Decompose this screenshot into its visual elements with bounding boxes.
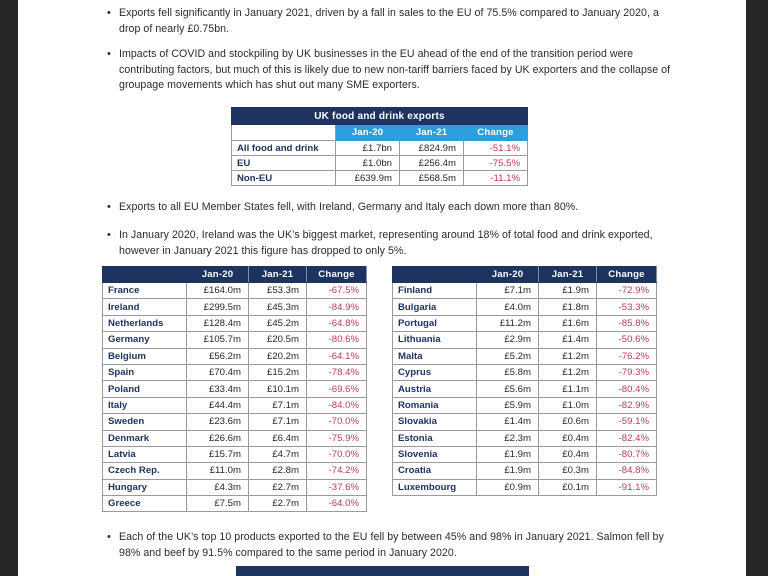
cell-jan20: £7.1m (477, 283, 539, 299)
cell-change: -72.9% (597, 283, 657, 299)
cell-jan20: £5.6m (477, 381, 539, 397)
cell-change: -70.0% (307, 446, 367, 462)
table-row (103, 348, 367, 364)
table-header-row (393, 267, 657, 283)
cell-jan21: £824.9m (400, 141, 464, 156)
cell-jan20: £4.0m (477, 299, 539, 315)
cell-change: -64.1% (307, 348, 367, 364)
table-row (393, 299, 657, 315)
cell-country: Bulgaria (393, 299, 477, 315)
cell-jan21: £1.2m (539, 364, 597, 380)
cell-jan21: £6.4m (249, 430, 307, 446)
cell-jan21: £7.1m (249, 397, 307, 413)
cell-jan20: £56.2m (187, 348, 249, 364)
table-title-row (232, 108, 528, 125)
cell-jan21: £20.5m (249, 332, 307, 348)
cell-country: Poland (103, 381, 187, 397)
cell-jan20: £4.3m (187, 479, 249, 495)
column-header-blank (393, 267, 477, 283)
cell-jan21: £1.9m (539, 283, 597, 299)
table-row (393, 332, 657, 348)
cell-jan20: £23.6m (187, 414, 249, 430)
cell-jan21: £2.8m (249, 463, 307, 479)
cell-country: Slovakia (393, 414, 477, 430)
bullet-text: Each of the UK’s top 10 products exported to the EU fell by between 45% and 98% in January 2021. Salmon fell by 98% and beef by 91.5% compared to the same period in January 2020. (119, 531, 664, 559)
cell-jan21: £45.2m (249, 315, 307, 331)
column-header-jan21: Jan-21 (539, 267, 597, 283)
table-body-right (393, 283, 657, 496)
cell-change: -75.9% (307, 430, 367, 446)
cell-jan21: £53.3m (249, 283, 307, 299)
cell-country: Germany (103, 332, 187, 348)
table-row (393, 364, 657, 380)
cell-change: -64.0% (307, 496, 367, 512)
bullet-marker-icon: • (107, 7, 111, 19)
cell-jan20: £7.5m (187, 496, 249, 512)
cell-jan20: £128.4m (187, 315, 249, 331)
letterbox-left (0, 0, 18, 576)
cell-change: -84.8% (597, 463, 657, 479)
cell-jan21: £0.1m (539, 479, 597, 495)
letterbox-right (746, 0, 768, 576)
column-header-change: Change (597, 267, 657, 283)
table-row (103, 381, 367, 397)
bullet-marker-icon: • (107, 531, 111, 543)
table-row (393, 430, 657, 446)
table-row (232, 171, 528, 186)
cell-change: -59.1% (597, 414, 657, 430)
table-row (393, 446, 657, 462)
cell-jan20: £26.6m (187, 430, 249, 446)
table-row (103, 315, 367, 331)
table-row (393, 381, 657, 397)
bullet-paragraph (105, 47, 677, 94)
uk-food-drink-exports-table (231, 107, 528, 186)
table-body-left (103, 283, 367, 512)
cell-change: -85.8% (597, 315, 657, 331)
cell-change: -37.6% (307, 479, 367, 495)
table-row (103, 446, 367, 462)
cell-jan20: £105.7m (187, 332, 249, 348)
eu-exports-by-country-table-right (392, 266, 657, 496)
table-row (393, 463, 657, 479)
cell-jan21: £0.4m (539, 446, 597, 462)
cell-change: -80.7% (597, 446, 657, 462)
table-header-row (232, 125, 528, 141)
cell-change: -75.5% (464, 156, 528, 171)
table-row (393, 479, 657, 495)
cell-jan20: £1.9m (477, 446, 539, 462)
bullet-marker-icon: • (107, 48, 111, 60)
cell-jan21: £0.3m (539, 463, 597, 479)
cell-jan20: £1.9m (477, 463, 539, 479)
cell-jan21: £10.1m (249, 381, 307, 397)
row-label: Non-EU (232, 171, 336, 186)
bullet-paragraph (105, 200, 679, 216)
cell-change: -79.3% (597, 364, 657, 380)
column-header-change: Change (464, 125, 528, 141)
cell-jan21: £1.4m (539, 332, 597, 348)
table-row (393, 315, 657, 331)
cell-jan21: £1.8m (539, 299, 597, 315)
cell-country: Latvia (103, 446, 187, 462)
cell-jan20: £5.2m (477, 348, 539, 364)
cell-jan20: £1.4m (477, 414, 539, 430)
cell-country: Hungary (103, 479, 187, 495)
cell-change: -76.2% (597, 348, 657, 364)
table-row (103, 299, 367, 315)
cell-change: -64.8% (307, 315, 367, 331)
cell-jan20: £11.0m (187, 463, 249, 479)
bullet-marker-icon: • (107, 201, 111, 213)
cell-jan21: £256.4m (400, 156, 464, 171)
column-header-jan20: Jan-20 (187, 267, 249, 283)
bullet-text: In January 2020, Ireland was the UK’s biggest market, representing around 18% of total food and drink exported, however in January 2021 this figure has dropped to only 5%. (119, 229, 653, 257)
column-header-jan20: Jan-20 (336, 125, 400, 141)
table-row (393, 414, 657, 430)
cell-country: Croatia (393, 463, 477, 479)
cell-change: -11.1% (464, 171, 528, 186)
cell-change: -80.4% (597, 381, 657, 397)
cell-change: -50.6% (597, 332, 657, 348)
table-row (103, 496, 367, 512)
cell-change: -91.1% (597, 479, 657, 495)
bullet-paragraph (105, 6, 675, 37)
cell-change: -67.5% (307, 283, 367, 299)
cell-jan21: £45.3m (249, 299, 307, 315)
cell-change: -82.4% (597, 430, 657, 446)
bullet-marker-icon: • (107, 229, 111, 241)
cell-country: Austria (393, 381, 477, 397)
column-header-jan20: Jan-20 (477, 267, 539, 283)
cell-country: Slovenia (393, 446, 477, 462)
cell-country: Malta (393, 348, 477, 364)
cell-country: Italy (103, 397, 187, 413)
cell-jan21: £0.4m (539, 430, 597, 446)
column-header-blank (103, 267, 187, 283)
cell-country: Romania (393, 397, 477, 413)
cell-jan21: £0.6m (539, 414, 597, 430)
bullet-paragraph (105, 228, 677, 259)
cell-country: Netherlands (103, 315, 187, 331)
cell-country: Lithuania (393, 332, 477, 348)
table-row (103, 414, 367, 430)
cell-jan20: £0.9m (477, 479, 539, 495)
cell-change: -82.9% (597, 397, 657, 413)
table-row (232, 156, 528, 171)
cell-country: Spain (103, 364, 187, 380)
cell-jan21: £1.0m (539, 397, 597, 413)
cell-jan20: £5.9m (477, 397, 539, 413)
cell-jan21: £1.1m (539, 381, 597, 397)
cell-country: Czech Rep. (103, 463, 187, 479)
column-header-blank (232, 125, 336, 141)
cell-country: Denmark (103, 430, 187, 446)
cell-change: -74.2% (307, 463, 367, 479)
cell-change: -69.6% (307, 381, 367, 397)
cell-country: Cyprus (393, 364, 477, 380)
table-row (393, 283, 657, 299)
table-row (232, 141, 528, 156)
cell-jan21: £2.7m (249, 479, 307, 495)
cell-jan20: £1.0bn (336, 156, 400, 171)
cell-change: -53.3% (597, 299, 657, 315)
column-header-jan21: Jan-21 (249, 267, 307, 283)
cell-change: -70.0% (307, 414, 367, 430)
cell-jan20: £5.8m (477, 364, 539, 380)
cell-change: -80.6% (307, 332, 367, 348)
table-row (103, 397, 367, 413)
cell-country: Estonia (393, 430, 477, 446)
table-row (103, 283, 367, 299)
bullet-text: Exports fell significantly in January 2021, driven by a fall in sales to the EU of 75.5% compared to January 2020, a drop of nearly £0.75bn. (119, 7, 659, 35)
cell-jan20: £2.3m (477, 430, 539, 446)
next-table-header-cutoff (236, 566, 529, 576)
row-label: All food and drink (232, 141, 336, 156)
bullet-paragraph (105, 530, 665, 561)
cell-jan21: £1.2m (539, 348, 597, 364)
table-row (103, 430, 367, 446)
cell-country: Finland (393, 283, 477, 299)
cell-change: -51.1% (464, 141, 528, 156)
table-title: UK food and drink exports (232, 108, 528, 125)
cell-jan20: £2.9m (477, 332, 539, 348)
column-header-jan21: Jan-21 (400, 125, 464, 141)
table-header-row (103, 267, 367, 283)
cell-jan21: £15.2m (249, 364, 307, 380)
table-row (103, 332, 367, 348)
cell-jan20: £299.5m (187, 299, 249, 315)
cell-country: Greece (103, 496, 187, 512)
cell-country: Luxembourg (393, 479, 477, 495)
row-label: EU (232, 156, 336, 171)
cell-jan20: £33.4m (187, 381, 249, 397)
cell-jan21: £2.7m (249, 496, 307, 512)
bullet-text: Exports to all EU Member States fell, with Ireland, Germany and Italy each down more than 80%. (119, 201, 579, 213)
cell-jan20: £44.4m (187, 397, 249, 413)
cell-jan21: £568.5m (400, 171, 464, 186)
cell-country: France (103, 283, 187, 299)
cell-jan20: £15.7m (187, 446, 249, 462)
cell-jan20: £70.4m (187, 364, 249, 380)
cell-jan20: £11.2m (477, 315, 539, 331)
cell-country: Portugal (393, 315, 477, 331)
cell-country: Belgium (103, 348, 187, 364)
document-page (18, 0, 746, 576)
cell-change: -78.4% (307, 364, 367, 380)
table-row (393, 397, 657, 413)
cell-jan20: £1.7bn (336, 141, 400, 156)
table-row (103, 364, 367, 380)
cell-jan21: £7.1m (249, 414, 307, 430)
bullet-text: Impacts of COVID and stockpiling by UK businesses in the EU ahead of the end of the transition period were contributing factors, but much of this is likely due to new non-tariff barriers faced by UK exporters and the collapse of groupage movements which has shut out many SME exporters. (119, 48, 671, 92)
table-row (393, 348, 657, 364)
eu-exports-by-country-table-left (102, 266, 367, 512)
cell-jan20: £639.9m (336, 171, 400, 186)
cell-change: -84.9% (307, 299, 367, 315)
column-header-change: Change (307, 267, 367, 283)
table-row (103, 479, 367, 495)
cell-jan21: £20.2m (249, 348, 307, 364)
cell-jan21: £4.7m (249, 446, 307, 462)
cell-jan21: £1.6m (539, 315, 597, 331)
cell-change: -84.0% (307, 397, 367, 413)
cell-country: Sweden (103, 414, 187, 430)
cell-country: Ireland (103, 299, 187, 315)
cell-jan20: £164.0m (187, 283, 249, 299)
table-row (103, 463, 367, 479)
